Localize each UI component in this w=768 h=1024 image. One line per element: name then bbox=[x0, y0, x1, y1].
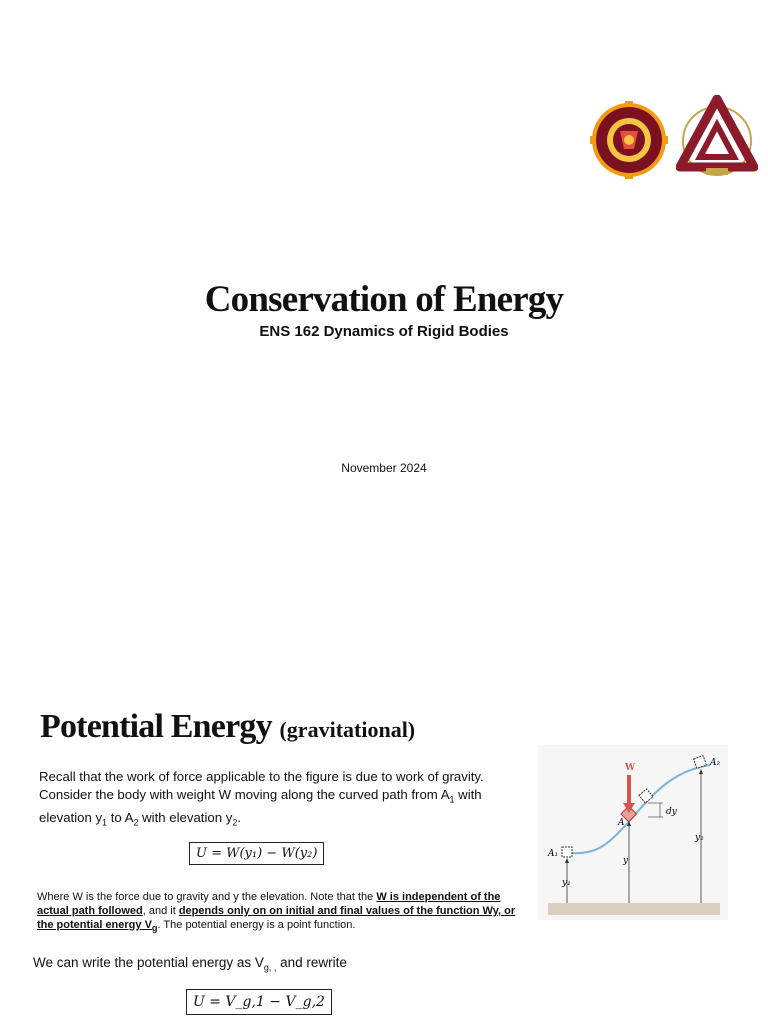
label-y1: y₁ bbox=[562, 878, 571, 888]
label-a1: A₁ bbox=[548, 849, 559, 859]
ground bbox=[548, 903, 720, 915]
label-a2: A₂ bbox=[710, 758, 721, 768]
label-w: W bbox=[625, 763, 636, 773]
curved-path-figure bbox=[538, 745, 728, 925]
section-title bbox=[40, 708, 415, 746]
college-logo bbox=[590, 101, 668, 184]
university-logo bbox=[676, 95, 758, 184]
explanation-paragraph: Where W is the force due to gravity and y the elevation. Note that the W is independent of the actual path followed, and it depends only on on initial and final values of the function Wy, or the potential energy $V_g$. The potential energy is a point function. bbox=[37, 891, 516, 934]
section-title-qualifier: (gravitational) bbox=[279, 717, 416, 742]
intro-paragraph: Recall that the work of force applicable to the figure is due to work of gravity. Consider the body with weight W moving along the curved path from $A_1$ with elevation $y_1$ to $A_2$ with elevation $y_2$. bbox=[39, 769, 484, 828]
deck-title: Conservation of Energy bbox=[204, 279, 564, 320]
course-subtitle: ENS 162 Dynamics of Rigid Bodies bbox=[259, 323, 509, 340]
work-equation: U = W(y₁) − W(y₂) bbox=[189, 842, 324, 865]
label-y: y bbox=[623, 856, 629, 866]
potential-energy-equation: U = V_g,1 − V_g,2 bbox=[186, 989, 332, 1015]
label-dy: dy bbox=[666, 807, 677, 817]
label-y2: y₂ bbox=[695, 833, 704, 843]
presentation-date: November 2024 bbox=[341, 461, 427, 475]
label-a: A bbox=[618, 818, 625, 828]
potential-energy-sentence: We can write the potential energy as $V_{g, ,}$ and rewrite bbox=[33, 955, 347, 973]
section-title-main: Potential Energy bbox=[40, 708, 272, 745]
